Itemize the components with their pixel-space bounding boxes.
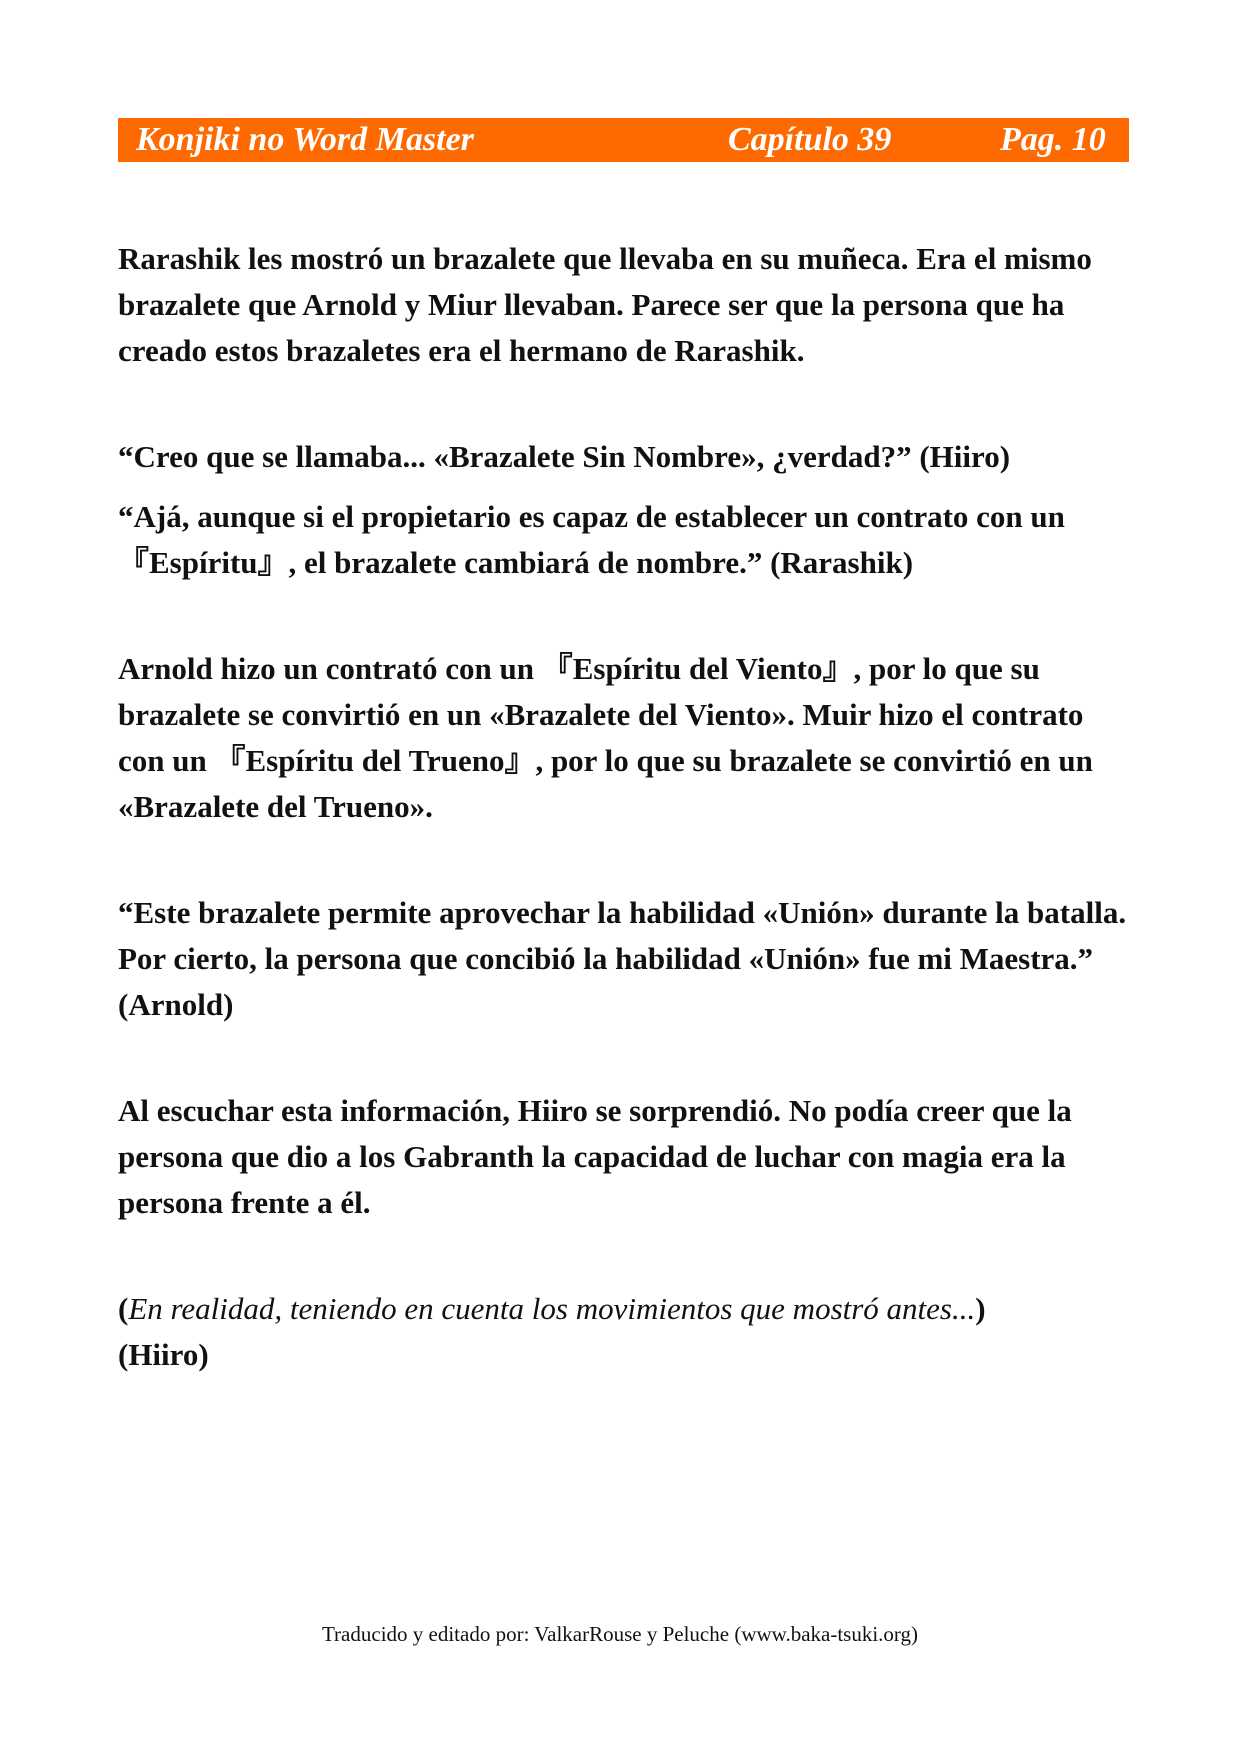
paragraph-thought-hiiro [118, 1286, 1129, 1378]
paragraph-narration-3: Al escuchar esta información, Hiiro se sorprendió. No podía creer que la persona que dio a los Gabranth la capacidad de luchar con magia era la persona frente a él. [118, 1093, 1072, 1220]
paragraph-narration-2: Arnold hizo un contrató con un 『Espíritu del Viento』, por lo que su brazalete se convirtió en un «Brazalete del Viento». Muir hizo el contrato con un 『Espíritu del Trueno』, por lo que su brazalete se convirtió en un «Brazalete del Trueno». [118, 651, 1093, 824]
thought-open-paren: ( [118, 1291, 129, 1326]
thought-speaker: (Hiiro) [118, 1337, 209, 1372]
paragraph-dialogue-hiiro: “Creo que se llamaba... «Brazalete Sin Nombre», ¿verdad?” (Hiiro) [118, 439, 1011, 474]
page-number: Pag. 10 [1000, 121, 1106, 158]
chapter-label: Capítulo 39 [728, 121, 892, 158]
page-header [118, 118, 1129, 162]
paragraph-dialogue-rarashik: “Ajá, aunque si el propietario es capaz de establecer un contrato con un 『Espíritu』, el brazalete cambiará de nombre.” (Rarashik) [118, 499, 1065, 580]
thought-close-paren: ) [975, 1291, 986, 1326]
translation-credits: Traducido y editado por: ValkarRouse y Peluche (www.baka-tsuki.org) [321, 1622, 919, 1646]
book-title: Konjiki no Word Master [136, 121, 474, 158]
paragraph-narration-1: Rarashik les mostró un brazalete que llevaba en su muñeca. Era el mismo brazalete que Arnold y Miur llevaban. Parece ser que la persona que ha creado estos brazaletes era el hermano de Rarashik. [118, 241, 1092, 368]
paragraph-dialogue-arnold: “Este brazalete permite aprovechar la habilidad «Unión» durante la batalla. Por cierto, la persona que concibió la habilidad «Unión» fue mi Maestra.” (Arnold) [118, 895, 1127, 1022]
document-body [118, 236, 1129, 1378]
thought-text: En realidad, teniendo en cuenta los movimientos que mostró antes... [128, 1291, 976, 1326]
